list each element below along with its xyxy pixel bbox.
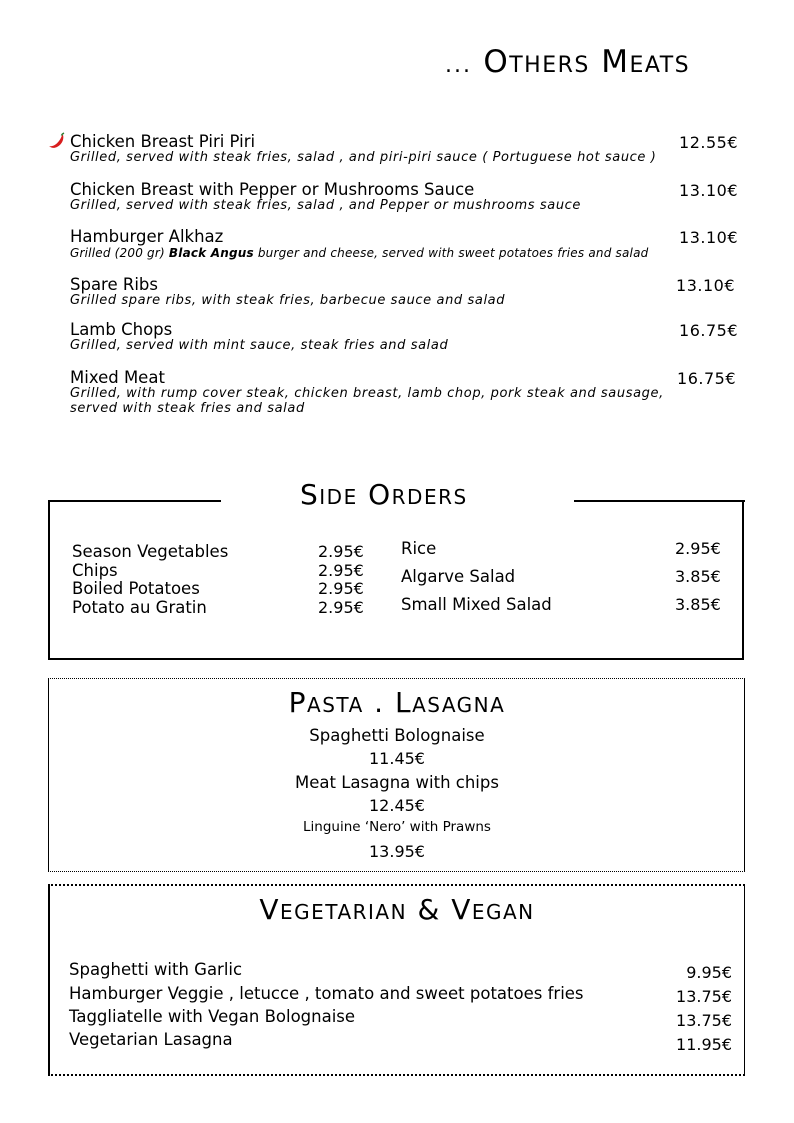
dish-description: Grilled, served with mint sauce, steak fries and salad (70, 338, 449, 353)
dish-description: Grilled, served with steak fries, salad , and piri-piri sauce ( Portuguese hot sauce ) (70, 150, 657, 165)
veg-item-price: 13.75€ (676, 987, 732, 1006)
side-item-price: 2.95€ (318, 542, 364, 561)
divider (48, 500, 221, 502)
side-item-price: 2.95€ (318, 598, 364, 617)
dish-description: Grilled, served with steak fries, salad , and Pepper or mushrooms sauce (70, 198, 581, 213)
side-orders-heading: Side Orders (300, 478, 468, 511)
dish-description (70, 246, 740, 261)
desc-text: Grilled (200 gr) (70, 246, 169, 260)
dish-price: 13.10€ (679, 181, 738, 200)
veg-item-price: 11.95€ (676, 1035, 732, 1054)
side-item-name: Boiled Potatoes (72, 579, 200, 598)
side-item-name: Chips (72, 561, 118, 580)
divider (574, 500, 745, 502)
pasta-item-price: 12.45€ (369, 796, 425, 815)
dish-price: 13.10€ (679, 228, 738, 247)
side-item-price: 2.95€ (318, 561, 364, 580)
dish-item (70, 133, 740, 166)
pasta-item-price: 11.45€ (369, 749, 425, 768)
dish-description: Grilled, with rump cover steak, chicken breast, lamb chop, pork steak and sausage, (70, 386, 664, 401)
dish-name: Chicken Breast with Pepper or Mushrooms Sauce (70, 180, 475, 199)
heading-dots: ... (445, 53, 472, 78)
side-item-price: 2.95€ (675, 539, 721, 558)
heading-text: Others Meats (483, 44, 691, 80)
dish-price: 13.10€ (676, 276, 735, 295)
veg-item-name: Spaghetti with Garlic (69, 960, 243, 979)
desc-text: burger and cheese, served with sweet potatoes fries and salad (253, 246, 649, 260)
pasta-item-name: Meat Lasagna with chips (295, 773, 499, 792)
dish-item (70, 181, 740, 214)
side-item-name: Potato au Gratin (72, 598, 207, 617)
veg-item-price: 13.75€ (676, 1011, 732, 1030)
pasta-heading: Pasta . Lasagna (288, 686, 506, 719)
side-item-name: Small Mixed Salad (401, 595, 552, 614)
veg-item-name: Taggliatelle with Vegan Bolognaise (69, 1007, 356, 1026)
dish-name: Hamburger Alkhaz (70, 227, 224, 246)
others-meats-heading (445, 44, 690, 80)
pasta-item-name: Spaghetti Bolognaise (309, 726, 485, 745)
dish-item (70, 369, 740, 416)
dish-description-line2: served with steak fries and salad (70, 400, 305, 416)
side-item-price: 3.85€ (675, 595, 721, 614)
veg-item-name: Vegetarian Lasagna (69, 1030, 233, 1049)
pasta-item-price: 13.95€ (369, 842, 425, 861)
side-item-price: 2.95€ (318, 579, 364, 598)
dish-price: 12.55€ (679, 133, 738, 152)
side-item-name: Rice (401, 539, 437, 558)
dish-name: Spare Ribs (70, 275, 158, 294)
veg-item-price: 9.95€ (686, 963, 732, 982)
dish-name: Chicken Breast Piri Piri (70, 132, 256, 151)
dish-price: 16.75€ (677, 369, 736, 388)
dish-item (70, 276, 740, 309)
dish-description: Grilled spare ribs, with steak fries, barbecue sauce and salad (70, 293, 506, 308)
dish-item (70, 228, 740, 261)
veg-item-name: Hamburger Veggie , letucce , tomato and sweet potatoes fries (69, 984, 584, 1003)
vegetarian-heading: Vegetarian & Vegan (259, 893, 535, 926)
side-item-name: Algarve Salad (401, 567, 516, 586)
side-item-name: Season Vegetables (72, 542, 229, 561)
desc-bold-text: Black Angus (168, 246, 254, 260)
pasta-item-name: Linguine ‘Nero’ with Prawns (303, 819, 491, 835)
chili-pepper-icon (47, 132, 67, 152)
dish-name: Mixed Meat (70, 368, 165, 387)
dish-price: 16.75€ (679, 321, 738, 340)
dish-name: Lamb Chops (70, 320, 173, 339)
dish-item (70, 321, 740, 354)
side-item-price: 3.85€ (675, 567, 721, 586)
